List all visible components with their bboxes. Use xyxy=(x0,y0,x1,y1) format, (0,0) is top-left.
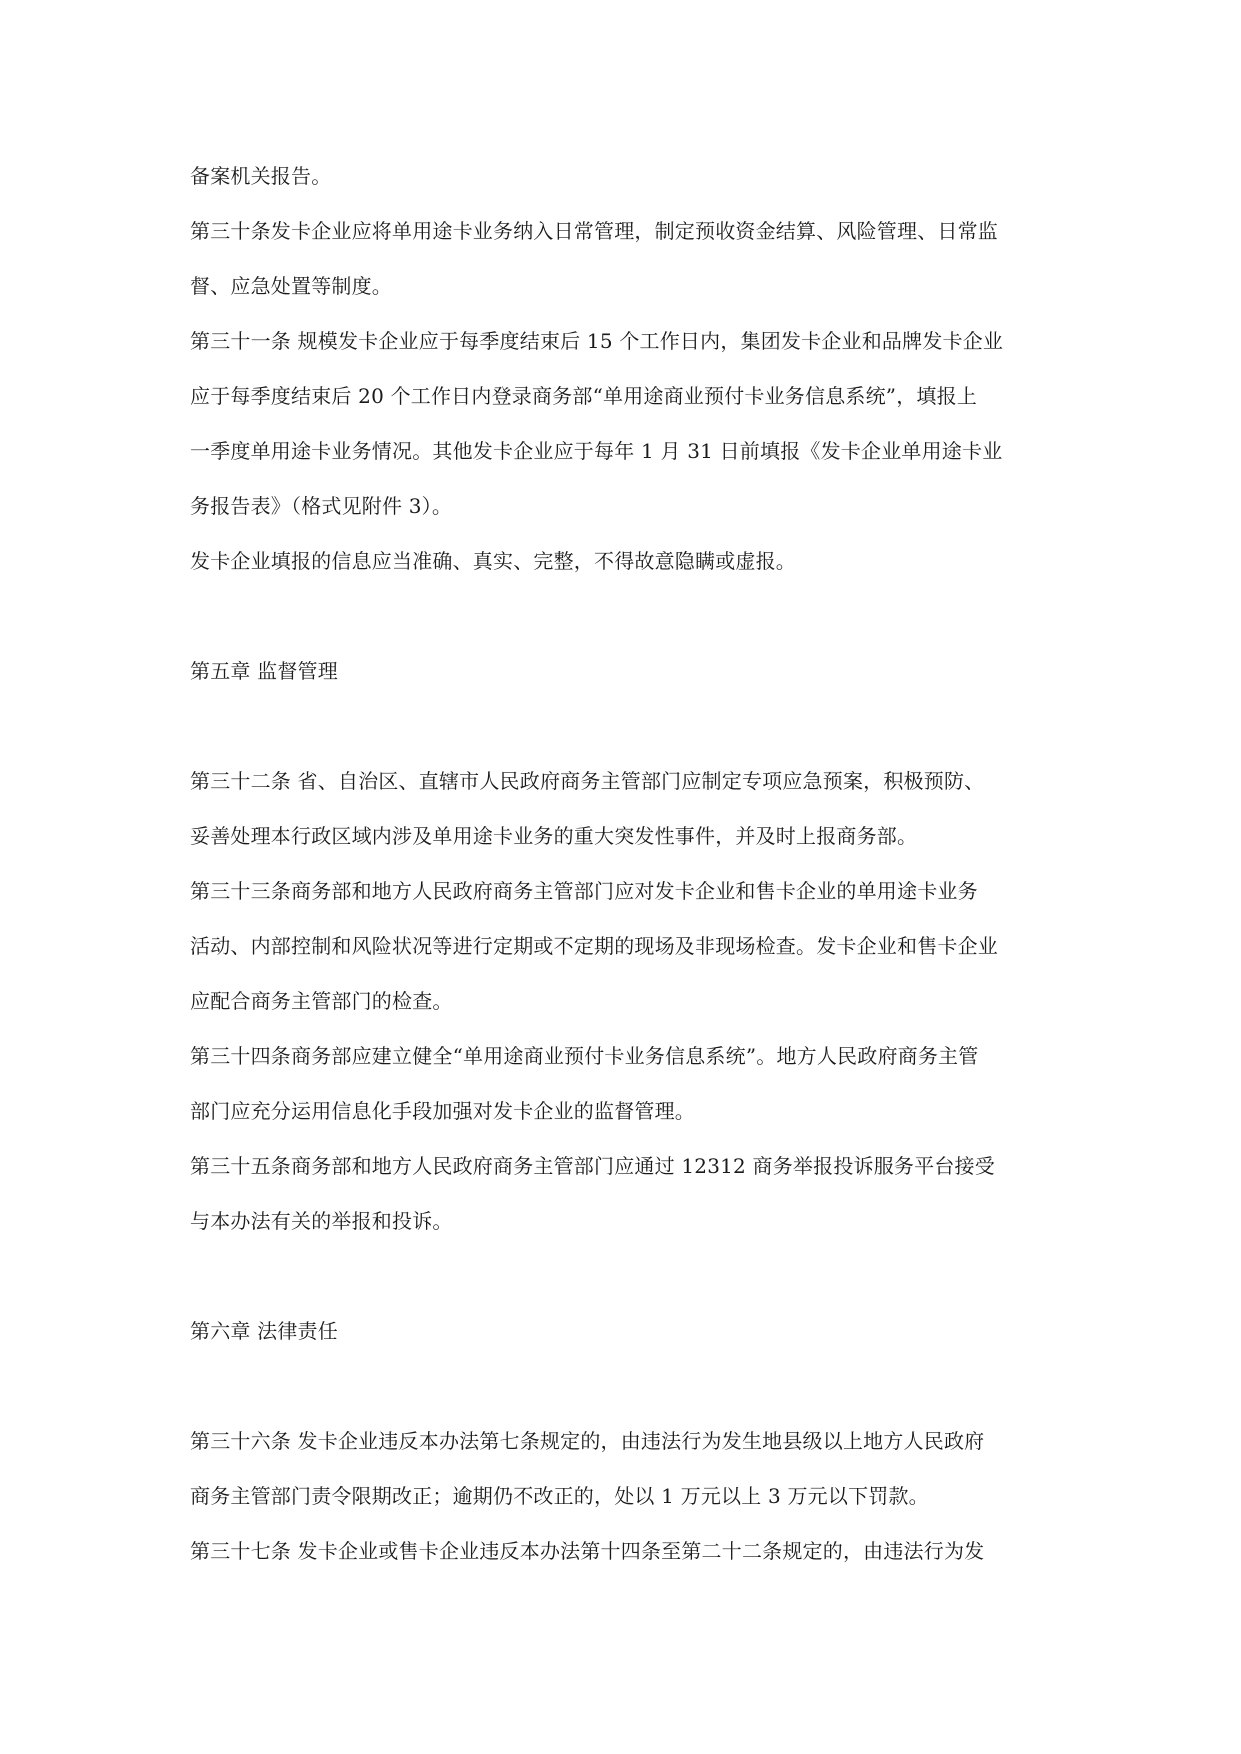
text-line: 应于每季度结束后 20 个工作日内登录商务部“单用途商业预付卡业务信息系统”，填报上 xyxy=(190,384,978,408)
text-line: 第三十六条 发卡企业违反本办法第七条规定的，由违法行为发生地县级以上地方人民政府 xyxy=(190,1429,985,1453)
text-line: 第三十五条商务部和地方人民政府商务主管部门应通过 12312 商务举报投诉服务平台接受 xyxy=(190,1154,995,1178)
text-line: 务报告表》（格式见附件 3）。 xyxy=(190,494,453,518)
text-line: 第三十二条 省、自治区、直辖市人民政府商务主管部门应制定专项应急预案，积极预防、 xyxy=(190,769,985,793)
text-line: 备案机关报告。 xyxy=(190,164,332,188)
text-line: 商务主管部门责令限期改正；逾期仍不改正的，处以 1 万元以上 3 万元以下罚款。 xyxy=(190,1484,929,1508)
text-line: 发卡企业填报的信息应当准确、真实、完整，不得故意隐瞒或虚报。 xyxy=(190,549,796,573)
text-line: 与本办法有关的举报和投诉。 xyxy=(190,1209,453,1233)
text-line: 第三十四条商务部应建立健全“单用途商业预付卡业务信息系统”。地方人民政府商务主管 xyxy=(190,1044,979,1068)
text-line: 第三十一条 规模发卡企业应于每季度结束后 15 个工作日内，集团发卡企业和品牌发卡企业 xyxy=(190,329,1004,353)
text-line: 督、应急处置等制度。 xyxy=(190,274,392,298)
text-line: 应配合商务主管部门的检查。 xyxy=(190,989,453,1013)
chapter-heading: 第五章 监督管理 xyxy=(190,659,338,683)
text-line: 一季度单用途卡业务情况。其他发卡企业应于每年 1 月 31 日前填报《发卡企业单用途卡业 xyxy=(190,439,1003,463)
text-line: 第三十七条 发卡企业或售卡企业违反本办法第十四条至第二十二条规定的，由违法行为发 xyxy=(190,1539,985,1563)
text-line: 活动、内部控制和风险状况等进行定期或不定期的现场及非现场检查。发卡企业和售卡企业 xyxy=(190,934,998,958)
text-line: 第三十条发卡企业应将单用途卡业务纳入日常管理，制定预收资金结算、风险管理、日常监 xyxy=(190,219,998,243)
chapter-heading: 第六章 法律责任 xyxy=(190,1319,338,1343)
text-line: 妥善处理本行政区域内涉及单用途卡业务的重大突发性事件，并及时上报商务部。 xyxy=(190,824,918,848)
text-line: 部门应充分运用信息化手段加强对发卡企业的监督管理。 xyxy=(190,1099,695,1123)
text-line: 第三十三条商务部和地方人民政府商务主管部门应对发卡企业和售卡企业的单用途卡业务 xyxy=(190,879,978,903)
